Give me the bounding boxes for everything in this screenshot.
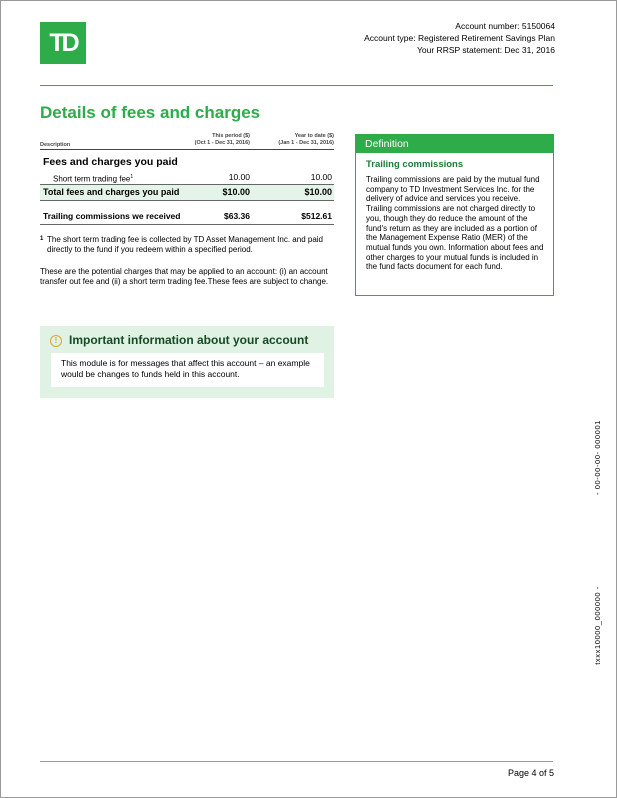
total-ytd-value: $10.00 bbox=[304, 187, 332, 197]
fees-subheading: Fees and charges you paid bbox=[43, 156, 178, 168]
definition-body: Trailing commissions are paid by the mutual fund company to TD Investment Services Inc. for the delivery of advice and services you receive. Trailing commissions are not charged directly to you, though they do reduce the amount of the fund's return as they are included as a portion of the Management Expense Ratio (MER) of the mutual funds you own. Information about fees and other charges to your mutual funds is included in the fund facts document for each fund. bbox=[366, 175, 544, 272]
col-this-period bbox=[195, 133, 250, 147]
fees-table-header bbox=[40, 133, 334, 150]
alert-icon: ! bbox=[50, 335, 62, 347]
important-message: This module is for messages that affect this account – an example would be changes to funds held in this account. bbox=[51, 353, 324, 387]
definition-title: Trailing commissions bbox=[366, 159, 464, 170]
col-year-to-date bbox=[278, 133, 334, 147]
statement-date: Your RRSP statement: Dec 31, 2016 bbox=[417, 45, 555, 55]
charges-note: These are the potential charges that may be applied to an account: (i) an account transfer out fee and (ii) a short term trading fee.These fees are subject to change. bbox=[40, 267, 329, 286]
footnote-text: The short term trading fee is collected by TD Asset Management Inc. and paid directly to the fund if you redeem within a specified period. bbox=[47, 235, 323, 254]
section-title: Details of fees and charges bbox=[40, 103, 261, 122]
trailing-ytd-value: $512.61 bbox=[301, 211, 332, 221]
row-period-value: 10.00 bbox=[228, 172, 250, 182]
account-number: Account number: 5150064 bbox=[455, 21, 555, 31]
page-number: Page 4 of 5 bbox=[507, 768, 554, 778]
row-ytd-value: 10.00 bbox=[310, 172, 332, 182]
important-title: Important information about your account bbox=[69, 333, 309, 347]
footnote bbox=[40, 235, 332, 255]
footnote-ref: 1 bbox=[130, 174, 134, 180]
item-label-text: Short term trading fee bbox=[53, 174, 131, 184]
col-this-period-label: This period ($) bbox=[212, 133, 250, 139]
total-row bbox=[40, 184, 334, 201]
fees-table bbox=[40, 133, 334, 225]
col-description: Description bbox=[40, 142, 71, 148]
td-logo: TD bbox=[40, 22, 86, 64]
definition-panel bbox=[355, 134, 554, 296]
trailing-row bbox=[40, 209, 334, 225]
side-code-upper: - 00-00-00- 000001 bbox=[593, 420, 602, 496]
col-ytd-label: Year to date ($) bbox=[294, 133, 334, 139]
definition-header: Definition bbox=[356, 135, 553, 153]
total-label: Total fees and charges you paid bbox=[43, 187, 180, 197]
col-this-period-range: (Oct 1 - Dec 31, 2016) bbox=[194, 140, 250, 146]
footer-divider bbox=[40, 761, 553, 762]
trailing-label: Trailing commissions we received bbox=[43, 211, 181, 221]
header-divider bbox=[40, 85, 553, 86]
footnote-mark: 1 bbox=[40, 236, 44, 242]
col-ytd-range: (Jan 1 - Dec 31, 2016) bbox=[278, 140, 334, 146]
trailing-period-value: $63.36 bbox=[224, 211, 250, 221]
important-info-panel bbox=[40, 326, 334, 398]
table-row bbox=[40, 170, 334, 184]
total-period-value: $10.00 bbox=[222, 187, 250, 197]
account-type: Account type: Registered Retirement Savings Plan bbox=[364, 33, 555, 43]
side-code-lower: txxx10000_000000 - bbox=[593, 586, 602, 665]
account-header bbox=[364, 20, 555, 56]
